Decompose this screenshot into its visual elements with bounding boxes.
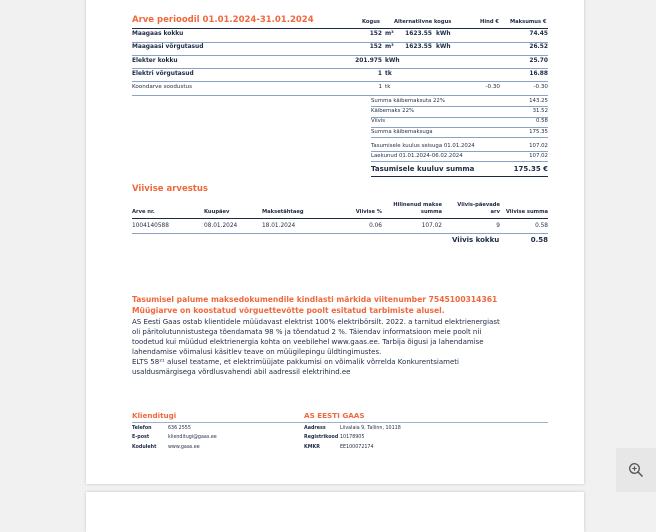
company-key: Aadress: [304, 426, 326, 431]
item-unit: kWh: [385, 57, 400, 64]
header-divider: [132, 28, 548, 29]
viivis-total-value: 0.58: [530, 236, 548, 244]
total-label: Tasumisele kuuluv summa: [371, 165, 475, 173]
total-value: 175.35 €: [513, 165, 548, 173]
viivis-h-viivis: Viivise summa: [505, 209, 548, 215]
viivis-h-percent: Viivise %: [355, 209, 382, 215]
row-divider: [132, 81, 548, 82]
item-qty: 152: [369, 31, 382, 37]
notice-line: usaldusmärgisega võrdlusvahendi abil aadressil elektrihind.ee: [132, 368, 351, 376]
item-qty: 152: [369, 44, 382, 51]
item-unit: m³: [385, 44, 394, 51]
summary-value: 0.58: [535, 118, 548, 125]
notice-line: lahendamise võimalusi käsitlev teave on müügilepingu üldtingimustes.: [132, 348, 382, 356]
balance-label: Tasumisele kuulus seisuga 01.01.2024: [371, 143, 475, 149]
support-value: klienditugi@gaas.ee: [168, 435, 217, 441]
summary-divider: [371, 137, 548, 138]
company-key: Registrikood: [304, 435, 339, 441]
company-value: Liivalaia 9, Tallinn, 10118: [340, 426, 401, 431]
notice-line: toodetud kui müüdud elektrienergia kohta on veebilehel www.gaas.ee. Tarbija õigusi ja lahendamise: [132, 338, 484, 346]
balance-value: 107.02: [529, 153, 548, 159]
summary-label: Summa käibemaksuta 22%: [371, 98, 445, 104]
viivis-percent: 0.06: [369, 223, 382, 229]
support-value: www.gaas.ee: [168, 444, 200, 450]
item-name: Elektri võrgutasud: [132, 70, 194, 77]
item-sum: 16.88: [529, 70, 548, 77]
item-name: Koondarve soodustus: [132, 84, 193, 91]
balance-value: 107.02: [529, 143, 548, 149]
period-title: Arve perioodil 01.01.2024-31.01.2024: [132, 15, 314, 25]
viivis-total-label: Viivis kokku: [452, 236, 500, 244]
viivis-h-kuupaev: Kuupäev: [204, 209, 230, 215]
summary-label: Summa käibemaksuga: [371, 128, 433, 135]
company-value: EE100072174: [340, 444, 374, 450]
item-sum: 74.45: [529, 31, 548, 37]
balance-label: Laekunud 01.01.2024-06.02.2024: [371, 153, 463, 159]
row-divider: [132, 68, 548, 69]
item-unit: m³: [385, 31, 394, 37]
company-title: AS EESTI GAAS: [304, 411, 365, 420]
notice-line: oli päritolutunnistustega tõendamata 98 % ja tõendatud 2 %. Täiendav informatsioon meie poolt nii: [132, 328, 482, 336]
row-divider: [132, 95, 548, 96]
reference-notice: Tasumisel palume maksedokumendile kindlasti märkida viitenumber 7545100314361: [132, 295, 498, 304]
header-kogus: Kogus: [362, 19, 380, 25]
item-alt-unit: kWh: [436, 44, 451, 51]
header-alt: Alternatiivne kogus: [394, 19, 452, 25]
item-qty: 201.975: [355, 57, 382, 64]
viivis-h-tahtaeg: Maksetähtaeg: [262, 209, 304, 215]
total-divider: [371, 176, 548, 177]
header-hind: Hind €: [480, 19, 499, 25]
zoom-in-icon: [628, 462, 644, 478]
viivis-row-divider: [132, 233, 548, 234]
company-key: KMKR: [304, 444, 320, 450]
support-key: E-post: [132, 435, 150, 441]
summary-value: 175.35: [529, 128, 548, 135]
viivis-summa: 107.02: [421, 223, 442, 229]
viivis-title: Viivise arvestus: [132, 184, 208, 194]
viivis-kuupaev: 08.01.2024: [204, 223, 238, 229]
item-sum: 25.70: [529, 57, 548, 64]
viivis-h-summa: Hilinenud makse summa: [393, 202, 442, 215]
invoice-page: [86, 0, 584, 484]
row-divider: [132, 55, 548, 56]
item-unit: tk: [385, 84, 391, 91]
viivis-tahtaeg: 18.01.2024: [262, 223, 296, 229]
summary-label: Käibemaks 22%: [371, 108, 415, 115]
support-key: Telefon: [132, 426, 152, 431]
viivis-divider: [132, 218, 548, 219]
item-qty: 1: [377, 70, 382, 77]
item-unit: tk: [385, 70, 392, 77]
notice-line: ELTS 58²¹ alusel teatame, et elektrimüüjate pakkumisi on võimalik võrrelda Konkurentsiameti: [132, 358, 459, 366]
support-key: Koduleht: [132, 444, 157, 450]
item-alt: 1623.55: [405, 31, 432, 37]
item-alt-unit: kWh: [436, 31, 451, 37]
item-sum: -0.30: [533, 84, 548, 91]
support-title: Klienditugi: [132, 411, 177, 420]
item-name: Maagaas kokku: [132, 31, 184, 37]
viivis-h-arve: Arve nr.: [132, 209, 155, 215]
item-name: Maagaasi võrgutasud: [132, 44, 204, 51]
footer-divider: [132, 422, 548, 423]
header-maksumus: Maksumus €: [510, 19, 547, 25]
item-qty: 1: [378, 84, 382, 91]
item-sum: 26.52: [529, 44, 548, 51]
viivis-summa-value: 0.58: [535, 223, 548, 229]
item-alt: 1623.55: [405, 44, 432, 51]
summary-value: 31.52: [532, 108, 548, 115]
item-price: -0.30: [485, 84, 500, 91]
support-value: 636 2555: [168, 426, 191, 431]
viivis-arve: 1004140588: [132, 223, 169, 229]
row-divider: [132, 42, 548, 43]
item-name: Elekter kokku: [132, 57, 178, 64]
company-value: 10178905: [340, 435, 365, 441]
notice-line: AS Eesti Gaas ostab klientidele müüdavast elektrist 100% elektribörsilt. 2022. a tarnitud elektrienergiast: [132, 318, 500, 326]
balance-divider: [371, 161, 548, 162]
viivis-h-paevad: Viivis-päevade arv: [457, 202, 500, 215]
next-page: [86, 492, 584, 532]
zoom-button[interactable]: [616, 448, 656, 492]
summary-value: 143.25: [529, 98, 548, 104]
billing-notice: Müügiarve on koostatud võrguettevõtte poolt esitatud tarbimiste alusel.: [132, 306, 445, 315]
summary-label: Viivis: [371, 118, 386, 125]
viivis-paevad: 9: [496, 223, 500, 229]
